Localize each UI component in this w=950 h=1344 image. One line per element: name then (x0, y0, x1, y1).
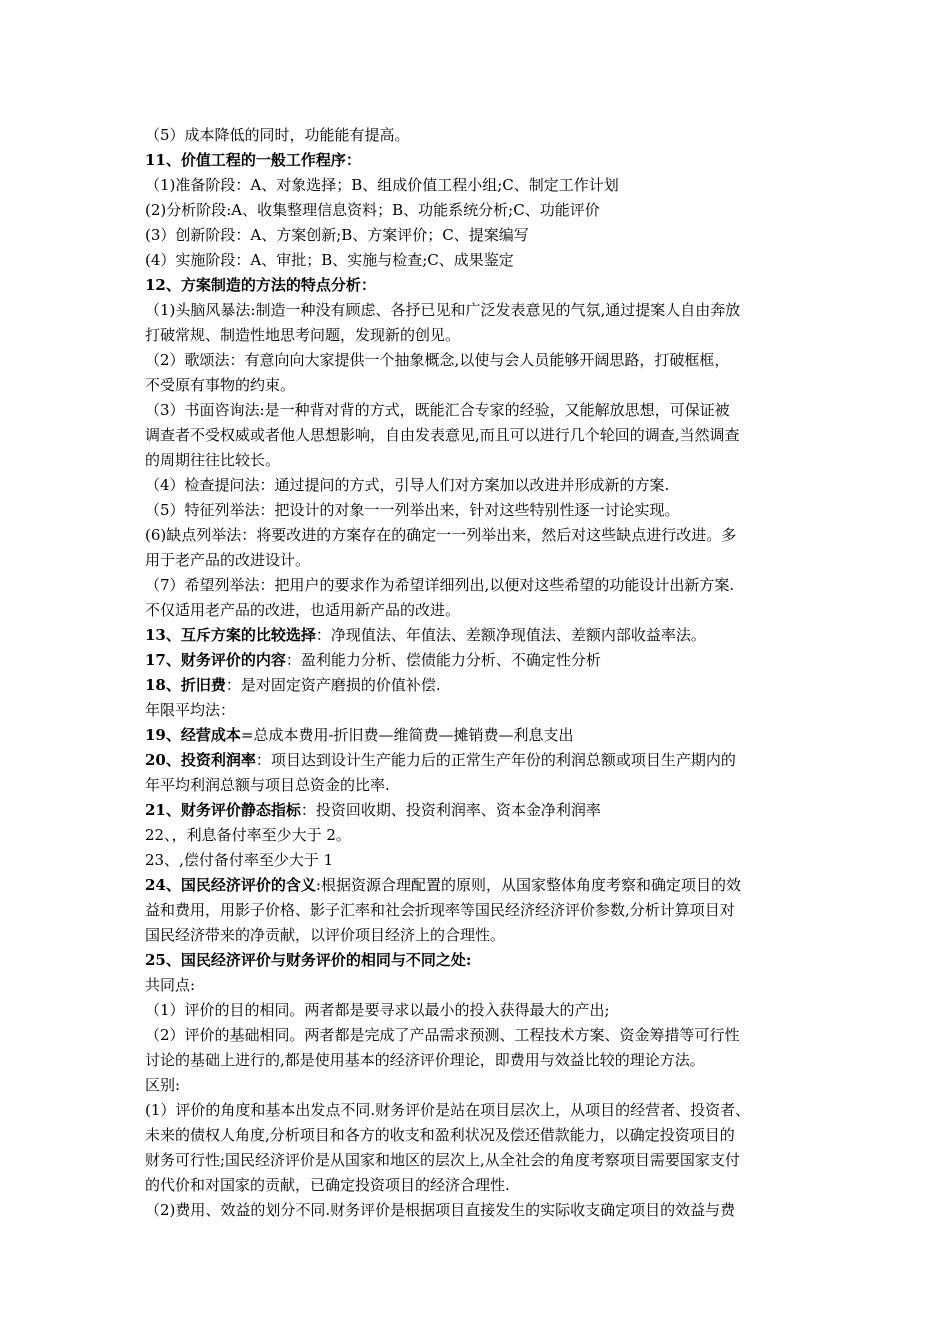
document-body (145, 123, 810, 1223)
section-heading: 25、国民经济评价与财务评价的相同与不同之处: (145, 951, 472, 969)
text-line (145, 423, 810, 448)
text-segment: （2）歌颂法：有意向向大家提供一个抽象概念,以使与会人员能够开阔思路，打破框框， (145, 351, 730, 369)
section-heading: 24、国民经济评价的含义 (145, 876, 316, 894)
text-segment: 共同点: (145, 976, 196, 994)
text-line (145, 373, 810, 398)
text-line (145, 1148, 810, 1173)
text-segment: （2)费用、效益的划分不同.财务评价是根据项目直接发生的实际收支确定项目的效益与费 (145, 1201, 736, 1219)
text-line (145, 173, 810, 198)
text-segment: （1)准备阶段：A、对象选择；B、组成价值工程小组;C、制定工作计划 (145, 176, 619, 194)
text-line (145, 873, 810, 898)
text-line (145, 223, 810, 248)
text-segment: （2）评价的基础相同。两者都是完成了产品需求预测、工程技术方案、资金筹措等可行性 (145, 1026, 740, 1044)
text-line (145, 723, 810, 748)
text-line (145, 323, 810, 348)
text-segment: 未来的债权人角度,分析项目和各方的收支和盈利状况及偿还借款能力，以确定投资项目的 (145, 1126, 735, 1144)
text-segment: =总成本费用-折旧费—维简费—摊销费—利息支出 (240, 726, 574, 744)
text-line (145, 1073, 810, 1098)
text-segment: 的代价和对国家的贡献，已确定投资项目的经济合理性. (145, 1176, 510, 1194)
text-segment: :根据资源合理配置的原则，从国家整体角度考察和确定项目的效 (315, 876, 741, 894)
text-segment: 的周期往往比较长。 (145, 451, 281, 469)
text-line (145, 1123, 810, 1148)
text-segment: （1)头脑风暴法:制造一种没有顾虑、各抒已见和广泛发表意见的气氛,通过提案人自由奔放 (145, 301, 741, 319)
text-segment: （5）成本降低的同时，功能能有提高。 (145, 126, 410, 144)
text-line (145, 898, 810, 923)
text-line (145, 923, 810, 948)
text-line (145, 1098, 810, 1123)
text-line (145, 248, 810, 273)
text-line (145, 1023, 810, 1048)
text-segment: ：净现值法、年值法、差额净现值法、差额内部收益率法。 (315, 626, 706, 644)
text-segment: 讨论的基础上进行的,都是使用基本的经济评价理论，即费用与效益比较的理论方法。 (145, 1051, 705, 1069)
text-segment: （4）检查提问法：通过提问的方式，引导人们对方案加以改进并形成新的方案. (145, 476, 670, 494)
text-line (145, 773, 810, 798)
section-heading: 18、折旧费 (145, 676, 226, 694)
text-segment: (1）评价的角度和基本出发点不同.财务评价是站在项目层次上，从项目的经营者、投资者、 (145, 1101, 751, 1119)
text-segment: (2)分析阶段:A、收集整理信息资料；B、功能系统分析;C、功能评价 (145, 201, 600, 219)
text-segment: （5）特征列举法：把设计的对象一一列举出来，针对这些特别性逐一讨论实现。 (145, 501, 680, 519)
text-line (145, 1198, 810, 1223)
text-line (145, 698, 810, 723)
section-heading: 21、财务评价静态指标 (145, 801, 301, 819)
section-heading: 12、方案制造的方法的特点分析： (145, 276, 376, 294)
text-segment: 益和费用，用影子价格、影子汇率和社会折现率等国民经济经济评价参数,分析计算项目对 (145, 901, 735, 919)
section-heading: 13、互斥方案的比较选择 (145, 626, 316, 644)
text-line (145, 148, 810, 173)
text-line (145, 198, 810, 223)
text-segment: 23、,偿付备付率至少大于 1 (145, 851, 334, 869)
text-segment: 打破常规、制造性地思考问题，发现新的创见。 (145, 326, 461, 344)
text-line (145, 123, 810, 148)
text-line (145, 1048, 810, 1073)
text-line (145, 298, 810, 323)
text-line (145, 548, 810, 573)
text-segment: 22、，利息备付率至少大于 2。 (145, 826, 351, 844)
text-segment: 区别: (145, 1076, 181, 1094)
section-heading: 17、财务评价的内容 (145, 651, 286, 669)
text-segment: 用于老产品的改进设计。 (145, 551, 311, 569)
text-segment: 调查者不受权威或者他人思想影响，自由发表意见,而且可以进行几个轮回的调查,当然调查 (145, 426, 740, 444)
text-segment: (6)缺点列举法：将要改进的方案存在的确定一一列举出来，然后对这些缺点进行改进。多 (145, 526, 737, 544)
text-line (145, 848, 810, 873)
text-line (145, 823, 810, 848)
text-segment: 年限平均法： (145, 701, 236, 719)
text-line (145, 398, 810, 423)
section-heading: 11、价值工程的一般工作程序： (145, 151, 361, 169)
text-line (145, 1173, 810, 1198)
text-segment: ：是对固定资产磨损的价值补偿. (225, 676, 441, 694)
text-segment: ：项目达到设计生产能力后的正常生产年份的利润总额或项目生产期内的 (255, 751, 736, 769)
text-line (145, 598, 810, 623)
text-line (145, 948, 810, 973)
text-segment: 国民经济带来的净贡献，以评价项目经济上的合理性。 (145, 926, 506, 944)
text-line (145, 473, 810, 498)
text-segment: 不受原有事物的约束。 (145, 376, 296, 394)
text-line (145, 973, 810, 998)
text-segment: （1）评价的目的相同。两者都是要寻求以最小的投入获得最大的产出; (145, 1001, 610, 1019)
text-segment: (4）实施阶段：A、审批；B、实施与检查;C、成果鉴定 (145, 251, 514, 269)
text-line (145, 648, 810, 673)
text-line (145, 998, 810, 1023)
text-line (145, 498, 810, 523)
text-line (145, 573, 810, 598)
text-line (145, 348, 810, 373)
text-segment: (3）创新阶段：A、方案创新;B、方案评价；C、提案编写 (145, 226, 529, 244)
text-segment: ：盈利能力分析、偿债能力分析、不确定性分析 (285, 651, 601, 669)
text-segment: ：投资回收期、投资利润率、资本金净利润率 (300, 801, 601, 819)
text-segment: 年平均利润总额与项目总资金的比率. (145, 776, 390, 794)
text-line (145, 523, 810, 548)
text-line (145, 448, 810, 473)
text-segment: （3）书面咨询法:是一种背对背的方式，既能汇合专家的经验，又能解放思想，可保证被 (145, 401, 730, 419)
text-segment: （7）希望列举法：把用户的要求作为希望详细列出,以便对这些希望的功能设计出新方案. (145, 576, 735, 594)
text-segment: 不仅适用老产品的改进，也适用新产品的改进。 (145, 601, 461, 619)
text-line (145, 748, 810, 773)
text-line (145, 623, 810, 648)
text-segment: 财务可行性;国民经济评价是从国家和地区的层次上,从全社会的角度考察项目需要国家支付 (145, 1151, 740, 1169)
text-line (145, 798, 810, 823)
section-heading: 20、投资利润率 (145, 751, 256, 769)
section-heading: 19、经营成本 (145, 726, 241, 744)
text-line (145, 273, 810, 298)
text-line (145, 673, 810, 698)
